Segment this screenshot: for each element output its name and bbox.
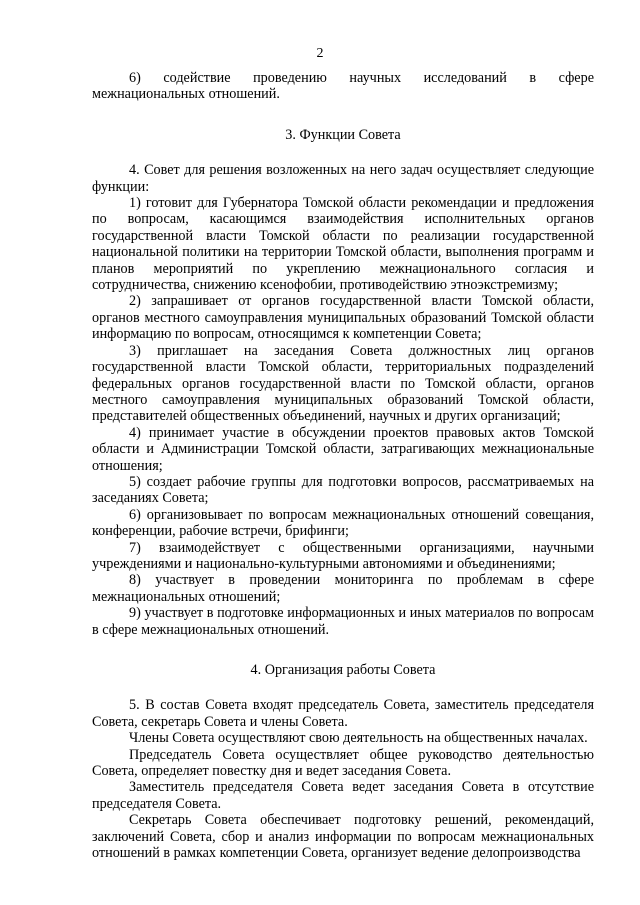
function-item-4: 4) принимает участие в обсуждении проектов правовых актов Томской области и Администрации Томской области, затрагивающих межнациональные отношения;: [92, 424, 594, 474]
function-item-6: 6) организовывает по вопросам межнациональных отношений совещания, конференции, рабочие встречи, брифинги;: [92, 506, 594, 540]
document-body: [92, 70, 594, 861]
paragraph-chairman: Председатель Совета осуществляет общее руководство деятельностью Совета, определяет повестку дня и ведет заседания Совета.: [92, 746, 594, 780]
paragraph-item-6: 6) содействие проведению научных исследований в сфере межнациональных отношений.: [92, 70, 594, 103]
section-3-heading: 3. Функции Совета: [285, 126, 401, 143]
function-item-3: 3) приглашает на заседания Совета должностных лиц органов государственной власти Томской области, территориальных подразделений федеральных органов государственной власти по Томской области, органов местного самоуправления муниципальных образований Томской области, представителей общественных объединений, научных и других организаций;: [92, 342, 594, 425]
function-item-9: 9) участвует в подготовке информационных и иных материалов по вопросам в сфере межнациональных отношений.: [92, 605, 594, 638]
paragraph-5-composition: 5. В состав Совета входят председатель Совета, заместитель председателя Совета, секретарь Совета и члены Совета.: [92, 697, 594, 730]
paragraph-deputy-chairman: Заместитель председателя Совета ведет заседания Совета в отсутствие председателя Совета.: [92, 779, 594, 812]
paragraph-secretary: Секретарь Совета обеспечивает подготовку решений, рекомендаций, заключений Совета, сбор и анализ информации по вопросам межнациональных отношений в рамках компетенции Совета, организует ведение делопроизводства: [92, 812, 594, 862]
section-4-heading: 4. Организация работы Совета: [250, 662, 436, 678]
function-item-2: 2) запрашивает от органов государственной власти Томской области, органов местного самоуправления муниципальных образований Томской области информацию по вопросам, относящимся к компетенции Совета;: [92, 293, 594, 343]
section-4-body: [92, 697, 594, 861]
page-number: 2: [316, 46, 324, 61]
function-item-7: 7) взаимодействует с общественными организациями, научными учреждениями и национально-культурными автономиями и объединениями;: [92, 539, 594, 572]
function-item-5: 5) создает рабочие группы для подготовки вопросов, рассматриваемых на заседаниях Совета;: [92, 473, 594, 507]
section-3-body: [92, 162, 594, 638]
function-item-8: 8) участвует в проведении мониторинга по проблемам в сфере межнациональных отношений;: [92, 572, 594, 605]
function-item-1: 1) готовит для Губернатора Томской области рекомендации и предложения по вопросам, касающимся взаимодействия исполнительных органов государственной власти Томской области по реализации государственной национальной политики на территории Томской области, выполнения программ и планов мероприятий по укреплению межнационального согласия и сотрудничества, снижению ксенофобии, противодействию этноэкстремизму;: [92, 195, 594, 294]
paragraph-members: Члены Совета осуществляют свою деятельность на общественных началах.: [129, 730, 588, 747]
paragraph-4-intro: 4. Совет для решения возложенных на него задач осуществляет следующие функции:: [92, 162, 594, 195]
